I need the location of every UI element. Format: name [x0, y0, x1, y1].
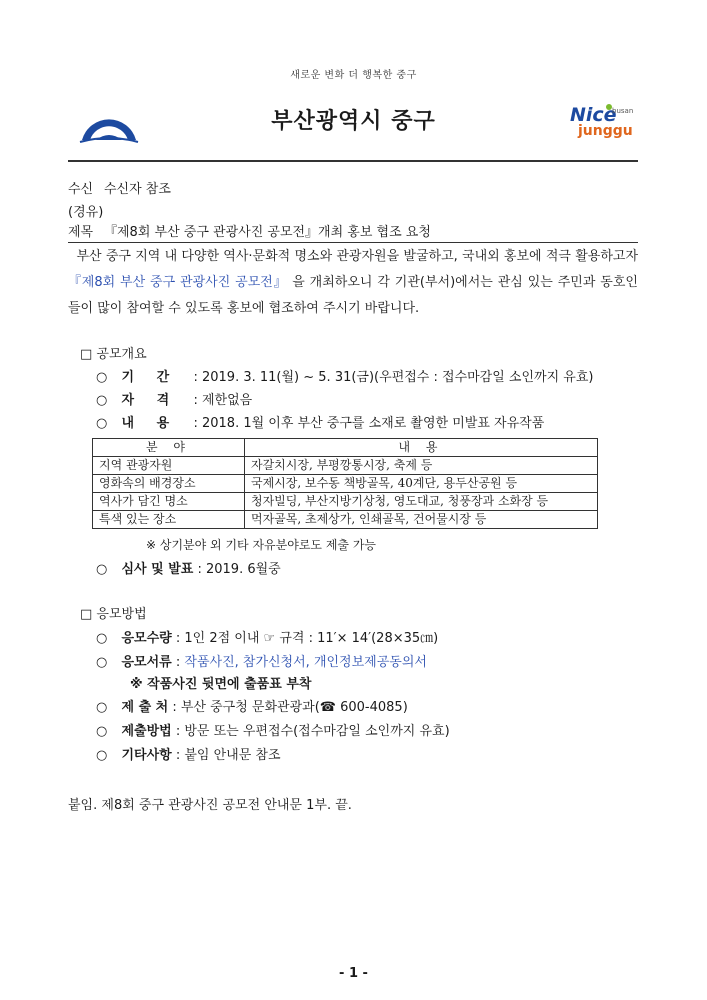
table-cell-category: 역사가 담긴 명소	[93, 493, 245, 511]
documents-item	[96, 651, 427, 670]
attachment-line: 붙임. 제8회 중구 관광사진 공모전 안내문 1부. 끝.	[68, 798, 352, 813]
table-header-content: 내 용	[245, 439, 598, 457]
logo-sub: busan	[612, 107, 634, 115]
eligibility-item	[96, 389, 252, 408]
office-item	[96, 696, 408, 715]
table-cell-content: 자갈치시장, 부평깡통시장, 축제 등	[245, 457, 598, 475]
bullet: ○	[96, 562, 108, 577]
period-label: 기 간	[121, 370, 170, 385]
table-row	[93, 457, 598, 475]
table-row	[93, 475, 598, 493]
table-header-row	[93, 439, 598, 457]
table-cell-content: 국제시장, 보수동 책방골목, 40계단, 용두산공원 등	[245, 475, 598, 493]
table-header-category: 분 야	[93, 439, 245, 457]
quantity-item	[96, 627, 438, 646]
page-title: 부산광역시 중구	[271, 109, 436, 134]
documents-label: 응모서류	[121, 655, 172, 670]
overview-heading: □ 공모개요	[80, 347, 147, 362]
contest-name-highlight: 『제8회 부산 중구 관광사진 공모전』	[68, 275, 288, 290]
subject-label: 제목	[68, 225, 94, 240]
body-part2: 을 개최하오니 각 기관(부서)에서는 관심 있는 주민과 동호인들이 많이 참여할 수 있도록 홍보에 협조하여 주시기 바랍니다.	[68, 275, 638, 316]
bullet: ○	[96, 393, 108, 408]
bullet: ○	[96, 700, 108, 715]
recipient-line	[68, 178, 171, 197]
recipient-value: 수신자 참조	[104, 182, 171, 197]
office-label: 제 출 처	[121, 700, 169, 715]
table-cell-content: 먹자골목, 초제상가, 인쇄골목, 건어물시장 등	[245, 511, 598, 529]
body-part1: 부산 중구 지역 내 다양한 역사·문화적 명소와 관광자원을 발굴하고, 국내외 홍보에 적극 활용하고자	[76, 249, 638, 264]
etc-value: : 붙임 안내문 참조	[175, 748, 281, 763]
quantity-value: : 1인 2점 이내 ☞ 규격 : 11′× 14′(28×35㎝)	[175, 631, 439, 646]
review-label: 심사 및 발표	[121, 562, 194, 577]
content-item	[96, 412, 544, 431]
slogan: 새로운 변화 더 행복한 중구	[290, 70, 417, 81]
subject-line	[68, 221, 431, 240]
recipient-label: 수신	[68, 182, 94, 197]
documents-note: ※ 작품사진 뒷면에 출품표 부착	[130, 677, 312, 692]
logo-main: Nice	[570, 104, 617, 126]
logo-city: junggu	[578, 123, 633, 139]
via-line: (경유)	[68, 205, 104, 220]
subject-value: 『제8회 부산 중구 관광사진 공모전』개최 홍보 협조 요청	[104, 225, 431, 240]
category-table	[92, 438, 598, 529]
bullet: ○	[96, 370, 108, 385]
bullet: ○	[96, 748, 108, 763]
bullet: ○	[96, 416, 108, 431]
table-cell-category: 지역 관광자원	[93, 457, 245, 475]
review-value: : 2019. 6월중	[197, 562, 281, 577]
apply-heading: □ 응모방법	[80, 607, 147, 622]
method-value: : 방문 또는 우편접수(접수마감일 소인까지 유효)	[175, 724, 450, 739]
content-label: 내 용	[121, 416, 170, 431]
eligibility-label: 자 격	[121, 393, 170, 408]
bullet: ○	[96, 724, 108, 739]
table-cell-content: 청자빌딩, 부산지방기상청, 영도대교, 청풍장과 소화장 등	[245, 493, 598, 511]
office-value: : 부산 중구청 문화관광과(☎ 600-4085)	[172, 700, 408, 715]
body-paragraph	[68, 244, 638, 322]
documents-value: 작품사진, 참가신청서, 개인정보제공동의서	[184, 655, 427, 670]
table-row	[93, 511, 598, 529]
etc-label: 기타사항	[121, 748, 172, 763]
nice-junggu-logo	[566, 104, 646, 144]
review-item	[96, 558, 281, 577]
bullet: ○	[96, 631, 108, 646]
bullet: ○	[96, 655, 108, 670]
eligibility-value: : 제한없음	[193, 393, 253, 408]
header-divider	[68, 160, 638, 162]
table-cell-category: 특색 있는 장소	[93, 511, 245, 529]
period-item	[96, 366, 593, 385]
page-number: - 1 -	[339, 966, 368, 981]
table-row	[93, 493, 598, 511]
period-value: : 2019. 3. 11(월) ~ 5. 31(금)(우편접수 : 접수마감일 소인까지 유효)	[193, 370, 594, 385]
method-item	[96, 720, 450, 739]
table-note: ※ 상기분야 외 기타 자유분야로도 제출 가능	[146, 538, 377, 552]
subject-divider	[68, 242, 638, 243]
table-cell-category: 영화속의 배경장소	[93, 475, 245, 493]
quantity-label: 응모수량	[121, 631, 172, 646]
method-label: 제출방법	[121, 724, 172, 739]
content-value: : 2018. 1월 이후 부산 중구를 소재로 촬영한 미발표 자유작품	[193, 416, 545, 431]
documents-sep: :	[175, 655, 181, 670]
etc-item	[96, 744, 281, 763]
